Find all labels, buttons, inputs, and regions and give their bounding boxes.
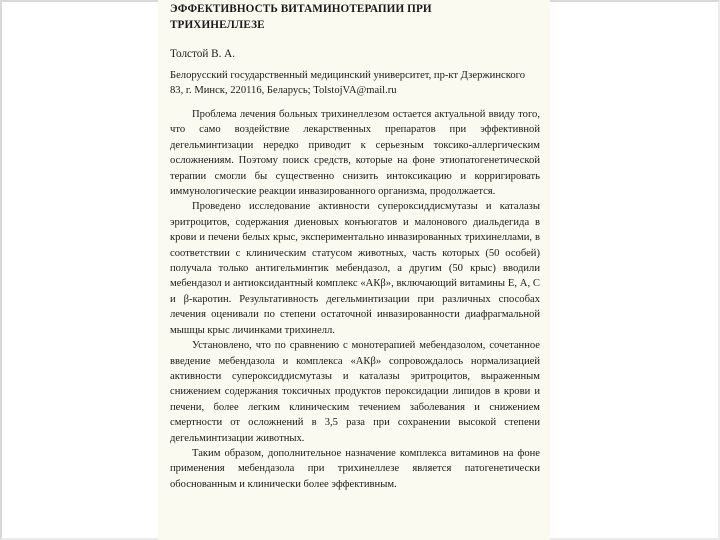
paragraph-1: Проблема лечения больных трихинеллезом остается актуальной ввиду того, что само воздействие лекарственных препаратов при эффективной дегельминтизации нередко приводит к серьезным токсико-аллергическим осложнениям. Поэтому поиск средств, которые на фоне этиопатогенетической терапии смогли бы существенно снизить интоксикацию и корригировать иммунологические реакции инвазированного организма, продолжается. [170, 109, 540, 198]
article-title: ЭФФЕКТИВНОСТЬ ВИТАМИНОТЕРАПИИ ПРИ ТРИХИНЕЛЛЕЗЕ [170, 3, 432, 31]
paragraph-4: Таким образом, дополнительное назначение комплекса витаминов на фоне применения мебендазола при трихинеллезе является патогенетически обоснованным и клинически более эффективным. [170, 447, 540, 490]
author-name: Толстой В. А. [170, 48, 236, 60]
paragraph-3: Установлено, что по сравнению с монотерапией мебендазолом, сочетанное введение мебендазола и комплекса «АКβ» сопровождалось нормализацией активности супероксиддисмутазы и каталазы эритроцитов, выраженным снижением содержания токсичных продуктов пероксидации липидов в крови и печени, более легким клиническим течением заболевания и снижением смертности от осложнений в 3,5 раза при сохранении высокой степени дегельминтизации животных. [170, 340, 540, 444]
article-body [170, 107, 540, 492]
author-affiliation: Белорусский государственный медицинский университет, пр-кт Дзержинского 83, г. Минск, 220116, Беларусь; TolstojVA@mail.ru [170, 70, 526, 96]
paragraph-2: Проведено исследование активности супероксиддисмутазы и каталазы эритроцитов, содержания диеновых конъюгатов и малонового диальдегида в крови и печени белых крыс, экспериментально инвазированных трихинеллами, в соответствии с клиническим статусом животных, часть которых (50 особей) получала только антигельминтик мебендазол, а другим (50 крыс) вводили мебендазол и антиоксидантный комплекс «АКβ», включающий витамины Е, А, С и β-каротин. Результативность дегельминтизации при различных способах лечения оценивали по степени остаточной инвазированности диафрагмальной мышцы крыс личинками трихинелл. [170, 201, 540, 336]
document-page [158, 0, 550, 540]
